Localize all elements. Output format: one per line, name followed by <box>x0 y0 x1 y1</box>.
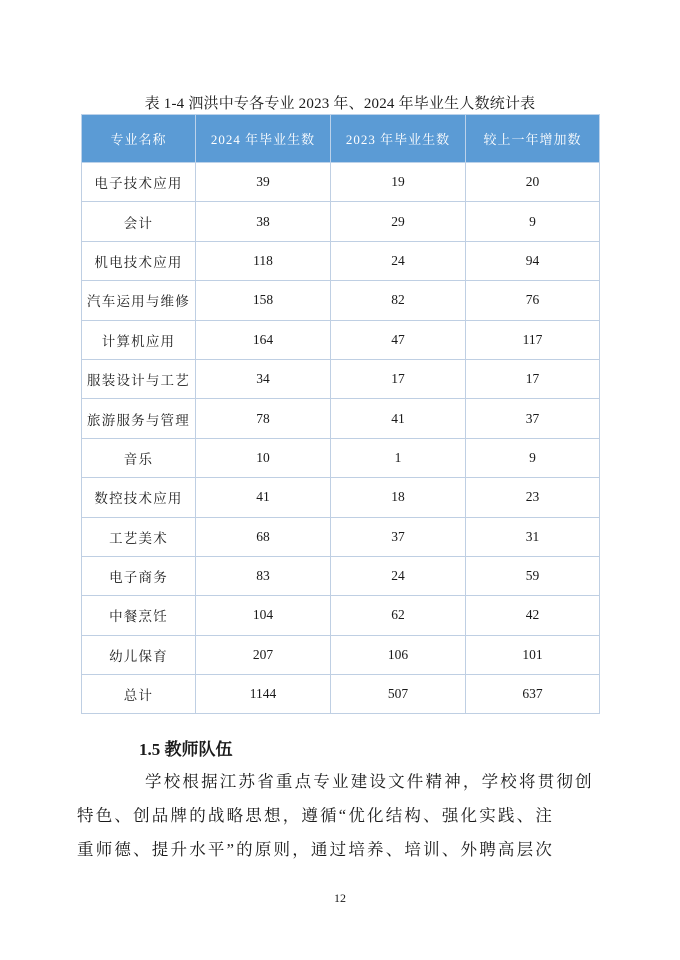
table-row <box>82 438 600 477</box>
header-2023-graduates: 2023 年毕业生数 <box>331 115 466 163</box>
cell-increase: 23 <box>466 478 600 517</box>
table-header-row <box>82 115 600 163</box>
cell-graduates-2024: 1144 <box>196 675 331 714</box>
cell-major-name: 旅游服务与管理 <box>82 399 196 438</box>
section-title: 1.5 教师队伍 <box>139 740 233 759</box>
body-paragraph <box>77 765 594 867</box>
cell-graduates-2023: 82 <box>331 281 466 320</box>
cell-increase: 101 <box>466 635 600 674</box>
header-increase: 较上一年增加数 <box>466 115 600 163</box>
cell-major-name: 中餐烹饪 <box>82 596 196 635</box>
cell-major-name: 会计 <box>82 202 196 241</box>
cell-graduates-2024: 118 <box>196 241 331 280</box>
cell-increase: 20 <box>466 163 600 202</box>
table-row <box>82 478 600 517</box>
cell-increase: 76 <box>466 281 600 320</box>
paragraph-line: 重师德、提升水平”的原则，通过培养、培训、外聘高层次 <box>77 840 555 859</box>
table-row <box>82 320 600 359</box>
cell-graduates-2023: 47 <box>331 320 466 359</box>
cell-graduates-2023: 17 <box>331 359 466 398</box>
cell-increase: 9 <box>466 438 600 477</box>
cell-graduates-2024: 68 <box>196 517 331 556</box>
cell-major-name: 幼儿保育 <box>82 635 196 674</box>
cell-graduates-2024: 83 <box>196 556 331 595</box>
cell-major-name: 机电技术应用 <box>82 241 196 280</box>
cell-major-name: 服装设计与工艺 <box>82 359 196 398</box>
cell-major-name: 电子技术应用 <box>82 163 196 202</box>
cell-graduates-2024: 104 <box>196 596 331 635</box>
table-row <box>82 163 600 202</box>
table-row <box>82 675 600 714</box>
cell-graduates-2023: 106 <box>331 635 466 674</box>
table-caption: 表 1-4 泗洪中专各专业 2023 年、2024 年毕业生人数统计表 <box>144 96 536 112</box>
cell-graduates-2024: 164 <box>196 320 331 359</box>
table-row <box>82 241 600 280</box>
table-row <box>82 596 600 635</box>
cell-increase: 117 <box>466 320 600 359</box>
table-row <box>82 517 600 556</box>
cell-graduates-2024: 34 <box>196 359 331 398</box>
cell-graduates-2024: 207 <box>196 635 331 674</box>
cell-graduates-2023: 29 <box>331 202 466 241</box>
cell-increase: 17 <box>466 359 600 398</box>
cell-graduates-2023: 19 <box>331 163 466 202</box>
cell-graduates-2023: 41 <box>331 399 466 438</box>
cell-graduates-2024: 39 <box>196 163 331 202</box>
cell-graduates-2024: 38 <box>196 202 331 241</box>
table-row <box>82 556 600 595</box>
table-row <box>82 359 600 398</box>
graduates-table <box>81 114 600 714</box>
cell-increase: 94 <box>466 241 600 280</box>
cell-graduates-2024: 158 <box>196 281 331 320</box>
cell-increase: 9 <box>466 202 600 241</box>
cell-major-name: 数控技术应用 <box>82 478 196 517</box>
cell-graduates-2023: 24 <box>331 556 466 595</box>
cell-graduates-2023: 37 <box>331 517 466 556</box>
cell-major-name: 汽车运用与维修 <box>82 281 196 320</box>
paragraph-line: 特色、创品牌的战略思想，遵循“优化结构、强化实践、注 <box>77 806 555 825</box>
cell-increase: 31 <box>466 517 600 556</box>
cell-increase: 637 <box>466 675 600 714</box>
paragraph-line: 学校根据江苏省重点专业建设文件精神，学校将贯彻创 <box>145 772 594 791</box>
header-2024-graduates: 2024 年毕业生数 <box>196 115 331 163</box>
cell-increase: 59 <box>466 556 600 595</box>
cell-increase: 37 <box>466 399 600 438</box>
page-number: 12 <box>334 891 346 905</box>
header-major: 专业名称 <box>82 115 196 163</box>
table-row <box>82 202 600 241</box>
cell-graduates-2024: 78 <box>196 399 331 438</box>
cell-graduates-2023: 18 <box>331 478 466 517</box>
cell-increase: 42 <box>466 596 600 635</box>
cell-major-name: 总计 <box>82 675 196 714</box>
table-row <box>82 635 600 674</box>
cell-graduates-2023: 24 <box>331 241 466 280</box>
cell-major-name: 音乐 <box>82 438 196 477</box>
cell-graduates-2023: 507 <box>331 675 466 714</box>
table-row <box>82 399 600 438</box>
cell-major-name: 计算机应用 <box>82 320 196 359</box>
cell-major-name: 工艺美术 <box>82 517 196 556</box>
cell-graduates-2024: 41 <box>196 478 331 517</box>
cell-graduates-2024: 10 <box>196 438 331 477</box>
cell-graduates-2023: 62 <box>331 596 466 635</box>
cell-graduates-2023: 1 <box>331 438 466 477</box>
table-row <box>82 281 600 320</box>
cell-major-name: 电子商务 <box>82 556 196 595</box>
